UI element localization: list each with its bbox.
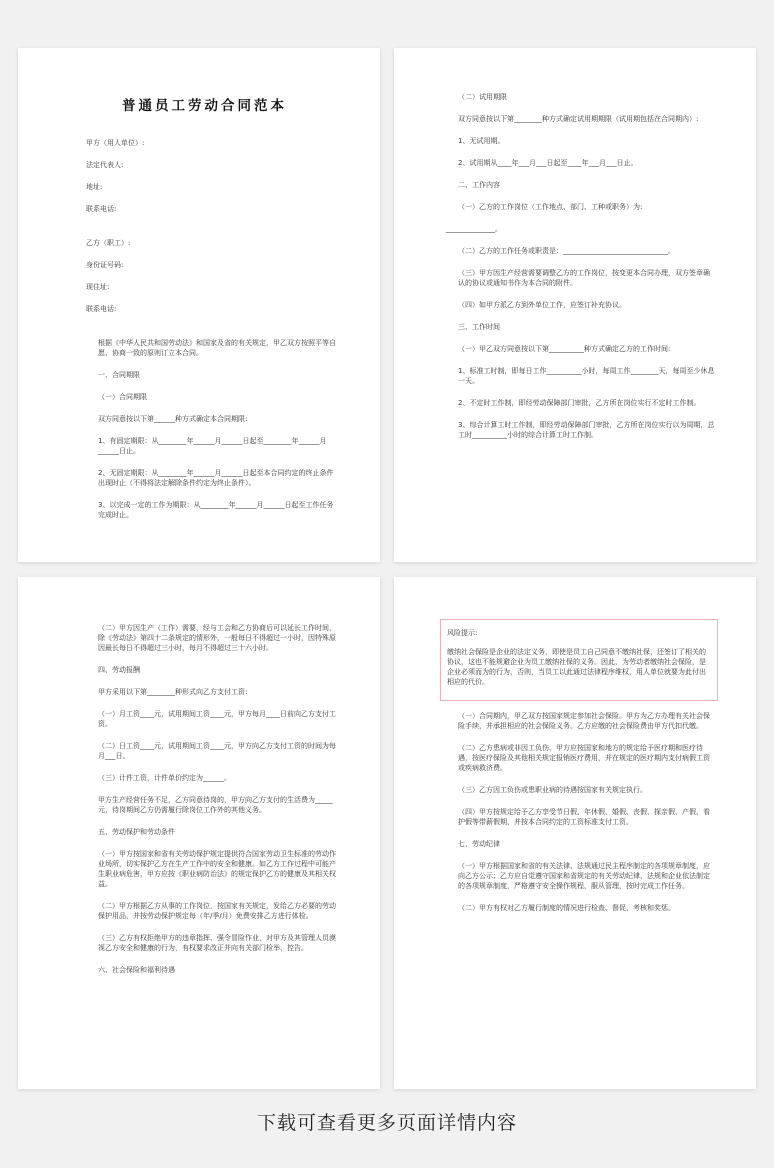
- paragraph: （二）乙方患病或非因工负伤，甲方应按国家和地方的规定给予医疗期和医疗待遇，按医疗保险及其他相关规定报销医疗费用，并在规定的医疗期内支付病假工资或疾病救济费。: [458, 744, 710, 772]
- risk-notice-text: 缴纳社会保险是企业的法定义务，即使是员工自己同意不缴纳社保，还签订了相关的协议，这也不能规避企业为员工缴纳社保的义务。因此，为劳动者缴纳社会保险，是企业必须而为的行为，否则，当员工以此通过法律程序维权，用人单位就要为此付出相应的代价。: [447, 648, 706, 686]
- paragraph: 2、试用期从____年___月___日起至____年___月___日止。: [458, 159, 638, 167]
- paragraph: 3、以完成一定的工作为期限：从________年______月______日起至工作任务完成时止。: [98, 501, 334, 519]
- paragraph: （三）乙方因工负伤或患职业病的待遇按国家有关规定执行。: [458, 786, 647, 794]
- paragraph: （四）甲方按规定给予乙方享受节日假、年休假、婚假、丧假、探亲假、产假、看护假等带薪假期，并按本合同约定的工资标准支付工资。: [458, 808, 710, 826]
- document-title: 普通员工劳动合同范本: [122, 98, 287, 114]
- section-heading: 四、劳动报酬: [98, 666, 140, 674]
- party-b-address: 现住址:: [86, 283, 110, 291]
- paragraph: （一）甲方按国家和省有关劳动保护规定提供符合国家劳动卫生标准的劳动作业场所，切实保护乙方在生产工作中的安全和健康。如乙方工作过程中可能产生职业病危害，甲方应按《职业病防治法》的规定保护乙方的健康及其相关权益。: [98, 850, 336, 888]
- paragraph: 双方同意按以下第________种方式确定试用期期限（试用期包括在合同期内）:: [458, 115, 699, 123]
- paragraph: （二）乙方的工作任务或职责是：______________________________。: [458, 247, 675, 255]
- document-page-3: [18, 577, 380, 1089]
- document-page-1: [18, 48, 380, 562]
- party-a-address: 地址:: [86, 183, 103, 191]
- paragraph: （一）甲乙双方同意按以下第__________种方式确定乙方的工作时间:: [458, 345, 671, 353]
- blank-field: ______________。: [446, 225, 502, 233]
- paragraph: （一）甲方根据国家和省的有关法律、法规通过民主程序制定的各项规章制度，应向乙方公示；乙方应自觉遵守国家和省规定的有关劳动纪律、法规和企业依法制定的各项规章制度，严格遵守安全操作规程，服从管理，按时完成工作任务。: [458, 862, 710, 890]
- risk-notice-box: [440, 619, 718, 701]
- paragraph: 双方同意按以下第______种方式确定本合同期限:: [98, 415, 248, 423]
- paragraph: （二）甲方有权对乙方履行制度的情况进行检查、督促、考核和奖惩。: [458, 904, 675, 912]
- paragraph: （四）如甲方派乙方到外单位工作，应签订补充协议。: [458, 301, 626, 309]
- section-heading: 六、社会保险和福利待遇: [98, 966, 175, 974]
- section-heading: 七、劳动纪律: [458, 840, 500, 848]
- risk-notice-title: 风险提示:: [447, 629, 478, 637]
- paragraph: （一）合同期内，甲乙双方按国家规定参加社会保险。甲方为乙方办理有关社会保险手续，并承担相应的社会保险义务。乙方应缴的社会保险费由甲方代扣代缴。: [458, 712, 710, 730]
- paragraph: （三）计件工资，计件单价约定为______。: [98, 774, 231, 782]
- paragraph: 1、无试用期。: [458, 137, 505, 145]
- paragraph: （一）月工资____元，试用期间工资____元，甲方每月____日前向乙方支付工资。: [98, 710, 336, 728]
- paragraph: 2、不定时工作制，即经劳动保障部门审批，乙方所在岗位实行不定时工作制。: [458, 399, 701, 407]
- section-heading: 二、工作内容: [458, 181, 500, 189]
- party-b-name: 乙方（职工）:: [86, 239, 131, 247]
- subsection-heading: （一）合同期限: [98, 393, 147, 401]
- paragraph: 3、综合计算工时工作制，即经劳动保障部门审批，乙方所在岗位实行以为周期，总工时__________小时的综合计算工时工作制。: [458, 421, 715, 439]
- party-b-phone: 联系电话:: [86, 305, 117, 313]
- section-heading: 五、劳动保护和劳动条件: [98, 828, 175, 836]
- paragraph: （二）日工资____元，试用期间工资____元，甲方向乙方支付工资的时间为每月___日。: [98, 742, 336, 760]
- party-a-name: 甲方（用人单位）:: [86, 139, 145, 147]
- paragraph: 2、无固定期限：从________年______月______日起至本合同约定的终止条件出现时止（不得将法定解除条件约定为终止条件）。: [98, 469, 334, 487]
- party-a-phone: 联系电话:: [86, 205, 117, 213]
- paragraph: 1、标准工时制，即每日工作__________小时，每周工作________天，每周至少休息一天。: [458, 367, 715, 385]
- paragraph: 甲方生产经营任务不足，乙方同意待岗的，甲方向乙方支付的生活费为_____元，待岗期间乙方仍需履行除岗位工作外的其他义务。: [98, 796, 333, 814]
- paragraph: 根据《中华人民共和国劳动法》和国家及省的有关规定，甲乙双方按照平等自愿、协商一致的原则订立本合同。: [98, 339, 336, 357]
- paragraph: （三）乙方有权拒绝甲方的违章指挥、强令冒险作业，对甲方及其管理人员漠视乙方安全和健康的行为，有权要求改正并向有关部门检举、控告。: [98, 934, 336, 952]
- paragraph: 1、有固定期限：从________年______月______日起至________年______月______日止。: [98, 437, 327, 455]
- party-a-representative: 法定代表人:: [86, 161, 124, 169]
- download-more-caption: 下载可查看更多页面详情内容: [256, 1112, 517, 1134]
- paragraph: 甲方采用以下第________种形式向乙方支付工资:: [98, 688, 248, 696]
- document-page-2: [394, 48, 756, 562]
- paragraph: （三）甲方因生产经营需要调整乙方的工作岗位，按变更本合同办理，双方签章确认的协议或通知书作为本合同的附件。: [458, 269, 710, 287]
- paragraph: （一）乙方的工作岗位（工作地点、部门、工种或职务）为:: [458, 203, 643, 211]
- section-heading: 一、合同期限: [98, 371, 140, 379]
- document-page-4: [394, 577, 756, 1089]
- subsection-heading: （二）试用期限: [458, 93, 507, 101]
- paragraph: （二）甲方根据乙方从事的工作岗位，按国家有关规定，发给乙方必要的劳动保护用品，并按劳动保护规定每（年/季/月）免费安排乙方进行体检。: [98, 902, 336, 920]
- section-heading: 三、工作时间: [458, 323, 500, 331]
- party-b-id-number: 身份证号码:: [86, 261, 124, 269]
- paragraph: （二）甲方因生产（工作）需要，经与工会和乙方协商后可以延长工作时间，除《劳动法》第四十二条规定的情形外，一般每日不得超过一小时，因特殊原因最长每日不得超过三小时，每月不得超过三十六小时。: [98, 624, 336, 652]
